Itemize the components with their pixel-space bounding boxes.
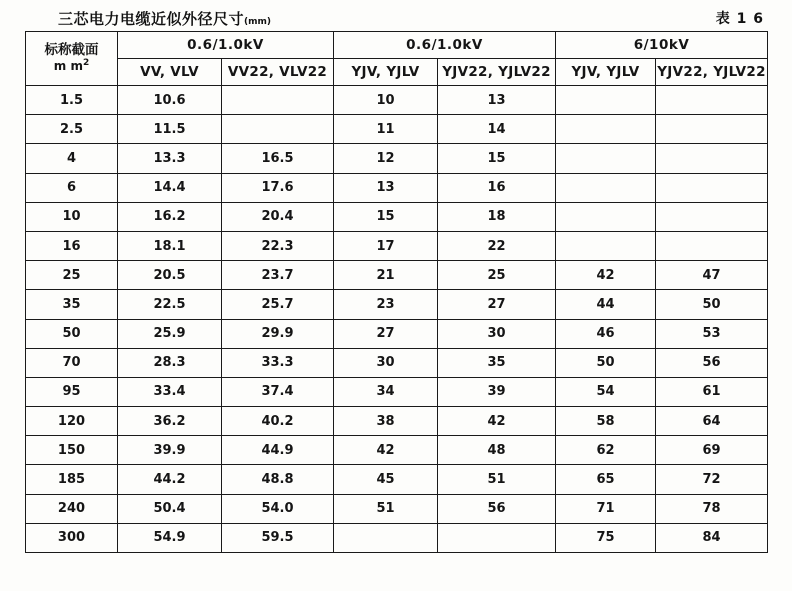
column-header-sub-2: VV22, VLV22 [222, 59, 334, 86]
page-title [58, 8, 271, 29]
cell-value [556, 86, 656, 115]
table-row [26, 465, 768, 494]
cell-value: 42 [334, 436, 438, 465]
cell-value: 34 [334, 377, 438, 406]
cell-value: 62 [556, 436, 656, 465]
cell-value: 17 [334, 231, 438, 260]
cell-value: 22.3 [222, 231, 334, 260]
column-header-sub-5: YJV, YJLV [556, 59, 656, 86]
cell-value: 59.5 [222, 523, 334, 552]
cell-value: 27 [438, 290, 556, 319]
cell-value: 30 [334, 348, 438, 377]
cell-section: 70 [26, 348, 118, 377]
cell-value: 20.4 [222, 202, 334, 231]
cell-value [556, 202, 656, 231]
table-row [26, 115, 768, 144]
cell-section: 185 [26, 465, 118, 494]
section-header-line2: m $m^2$ [53, 58, 90, 74]
cell-value: 54.0 [222, 494, 334, 523]
cell-value: 25.9 [118, 319, 222, 348]
cell-value: 75 [556, 523, 656, 552]
cell-value: 36.2 [118, 407, 222, 436]
cell-value [656, 115, 768, 144]
cell-value: 48.8 [222, 465, 334, 494]
cell-value: 54.9 [118, 523, 222, 552]
cell-value: 13.3 [118, 144, 222, 173]
cell-value: 71 [556, 494, 656, 523]
section-header-line1: 标称截面 [44, 41, 99, 58]
cell-value: 16 [438, 173, 556, 202]
table-row [26, 407, 768, 436]
cell-value: 51 [334, 494, 438, 523]
cell-value: 10 [334, 86, 438, 115]
cell-value: 65 [556, 465, 656, 494]
cell-value: 11.5 [118, 115, 222, 144]
column-header-group-1: 0.6/1.0kV [118, 32, 334, 59]
table-row [26, 319, 768, 348]
cell-value: 33.4 [118, 377, 222, 406]
cell-value: 23.7 [222, 261, 334, 290]
cell-value [656, 86, 768, 115]
cell-value [222, 115, 334, 144]
cell-value: 50.4 [118, 494, 222, 523]
cell-value: 38 [334, 407, 438, 436]
page-title-unit: (mm) [244, 17, 271, 27]
cell-value: 12 [334, 144, 438, 173]
cell-value [656, 231, 768, 260]
cell-value: 53 [656, 319, 768, 348]
cell-value: 37.4 [222, 377, 334, 406]
table-row [26, 523, 768, 552]
cell-value: 48 [438, 436, 556, 465]
cell-value: 14 [438, 115, 556, 144]
cell-value [656, 144, 768, 173]
table-header [26, 32, 768, 86]
cell-section: 6 [26, 173, 118, 202]
cell-value: 78 [656, 494, 768, 523]
cell-value [556, 144, 656, 173]
cell-section: 25 [26, 261, 118, 290]
cell-value: 46 [556, 319, 656, 348]
cell-value: 10.6 [118, 86, 222, 115]
cell-value: 18 [438, 202, 556, 231]
cell-value [438, 523, 556, 552]
table-row [26, 144, 768, 173]
column-header-sub-1: VV, VLV [118, 59, 222, 86]
table-row [26, 290, 768, 319]
cell-value: 21 [334, 261, 438, 290]
cell-value [334, 523, 438, 552]
cell-value: 42 [438, 407, 556, 436]
cell-value: 84 [656, 523, 768, 552]
cell-value: 47 [656, 261, 768, 290]
cell-section: 95 [26, 377, 118, 406]
table-row [26, 436, 768, 465]
table-row [26, 231, 768, 260]
cell-value: 69 [656, 436, 768, 465]
cell-value: 16.5 [222, 144, 334, 173]
cell-value: 13 [438, 86, 556, 115]
cell-value: 40.2 [222, 407, 334, 436]
cell-value: 61 [656, 377, 768, 406]
cell-value: 56 [438, 494, 556, 523]
cell-value: 23 [334, 290, 438, 319]
column-header-group-3: 6/10kV [556, 32, 768, 59]
cell-value: 20.5 [118, 261, 222, 290]
table-row [26, 202, 768, 231]
table-row [26, 377, 768, 406]
cell-value: 22.5 [118, 290, 222, 319]
cell-section: 2.5 [26, 115, 118, 144]
cell-value [656, 173, 768, 202]
column-header-section [26, 32, 118, 86]
table-row [26, 348, 768, 377]
cell-value: 11 [334, 115, 438, 144]
cell-section: 35 [26, 290, 118, 319]
cell-value: 14.4 [118, 173, 222, 202]
cell-section: 240 [26, 494, 118, 523]
cell-value: 16.2 [118, 202, 222, 231]
cell-section: 50 [26, 319, 118, 348]
cell-value: 27 [334, 319, 438, 348]
cell-value: 44 [556, 290, 656, 319]
cell-value: 25 [438, 261, 556, 290]
cell-value: 29.9 [222, 319, 334, 348]
table-row [26, 261, 768, 290]
cell-section: 150 [26, 436, 118, 465]
page-title-text: 三芯电力电缆近似外径尺寸 [58, 10, 245, 28]
cell-value: 33.3 [222, 348, 334, 377]
column-header-group-2: 0.6/1.0kV [334, 32, 556, 59]
cell-value: 45 [334, 465, 438, 494]
table-body [26, 86, 768, 553]
cell-value: 56 [656, 348, 768, 377]
cell-value: 44.2 [118, 465, 222, 494]
cell-section: 10 [26, 202, 118, 231]
table-header-sub-row [26, 59, 768, 86]
cell-value: 35 [438, 348, 556, 377]
cell-value: 25.7 [222, 290, 334, 319]
cell-value [556, 231, 656, 260]
cell-value [556, 115, 656, 144]
cell-value: 17.6 [222, 173, 334, 202]
cell-value: 13 [334, 173, 438, 202]
cell-value: 58 [556, 407, 656, 436]
cell-value: 44.9 [222, 436, 334, 465]
cell-value: 18.1 [118, 231, 222, 260]
table-number-label: 表 1 6 [715, 11, 764, 27]
table-row [26, 173, 768, 202]
cell-section: 300 [26, 523, 118, 552]
cell-value [656, 202, 768, 231]
column-header-sub-6: YJV22, YJLV22 [656, 59, 768, 86]
cell-section: 4 [26, 144, 118, 173]
cell-value: 39.9 [118, 436, 222, 465]
cell-value: 39 [438, 377, 556, 406]
cell-section: 16 [26, 231, 118, 260]
cell-value: 42 [556, 261, 656, 290]
cell-value [222, 86, 334, 115]
cell-value: 30 [438, 319, 556, 348]
cell-value: 72 [656, 465, 768, 494]
cell-value: 15 [334, 202, 438, 231]
cell-value: 50 [556, 348, 656, 377]
cell-value [556, 173, 656, 202]
cell-value: 50 [656, 290, 768, 319]
cell-value: 28.3 [118, 348, 222, 377]
cable-diameter-table [25, 31, 768, 553]
column-header-sub-3: YJV, YJLV [334, 59, 438, 86]
cell-value: 15 [438, 144, 556, 173]
column-header-sub-4: YJV22, YJLV22 [438, 59, 556, 86]
cell-value: 54 [556, 377, 656, 406]
table-row [26, 494, 768, 523]
cell-section: 120 [26, 407, 118, 436]
cell-value: 64 [656, 407, 768, 436]
cell-value: 22 [438, 231, 556, 260]
cell-section: 1.5 [26, 86, 118, 115]
table-header-group-row [26, 32, 768, 59]
cell-value: 51 [438, 465, 556, 494]
table-row [26, 86, 768, 115]
